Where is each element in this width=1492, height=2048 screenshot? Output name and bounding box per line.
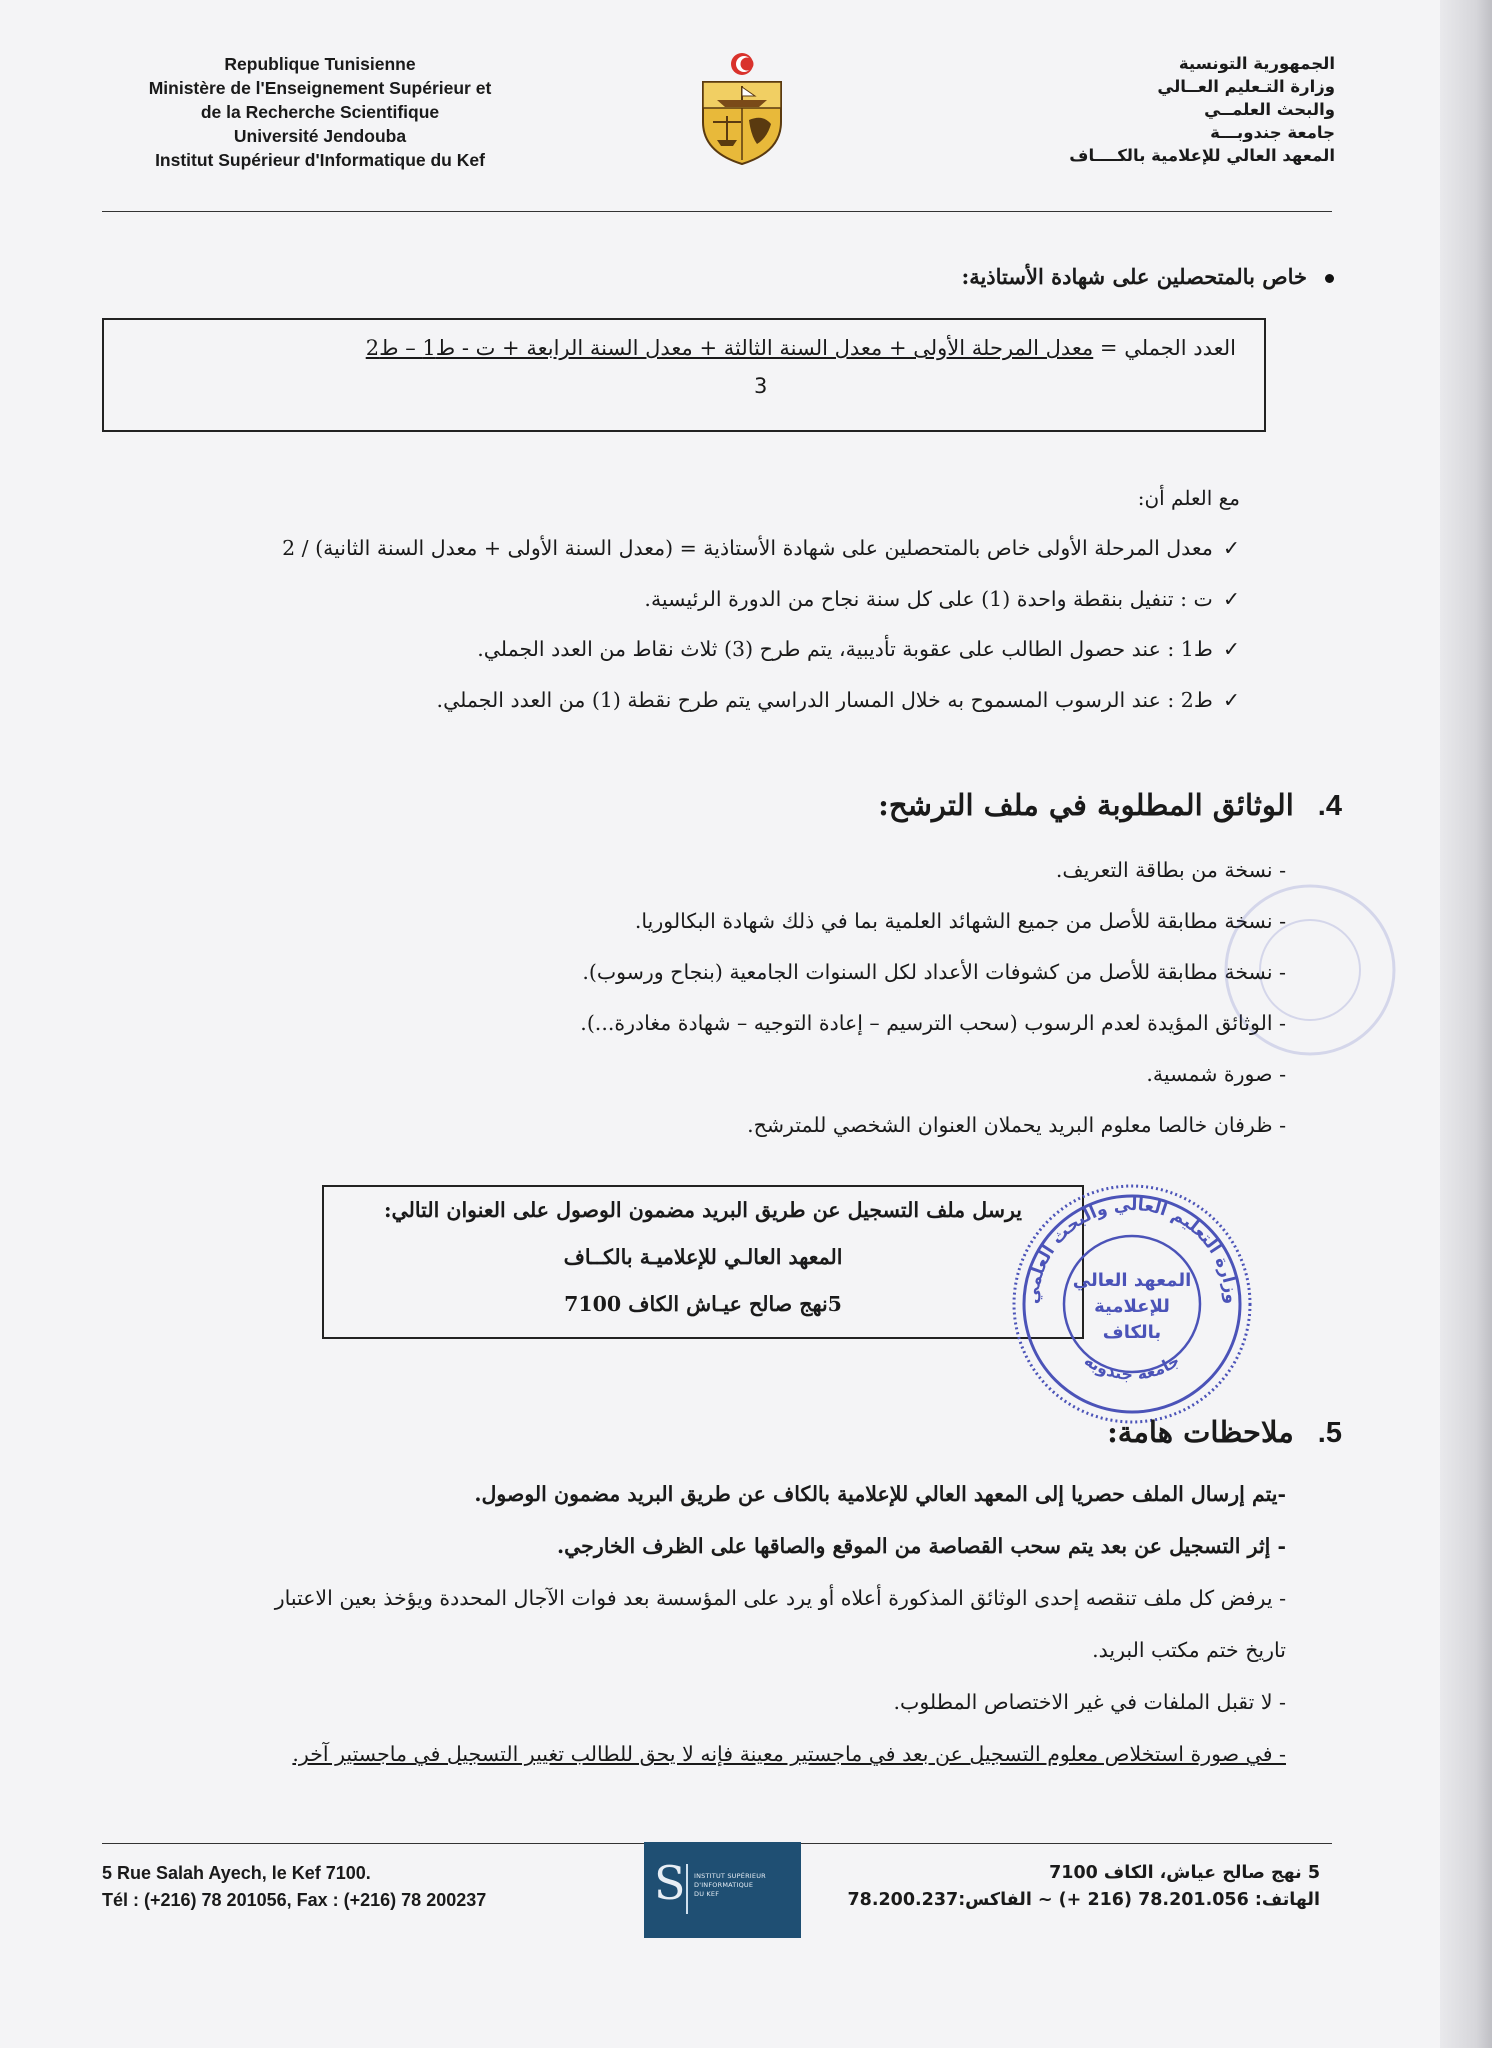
section4-heading bbox=[878, 788, 1342, 823]
address-box bbox=[322, 1185, 1084, 1339]
doc-item: - ظرفان خالصا معلوم البريد يحملان العنوان الشخصي للمترشح. bbox=[747, 1113, 1286, 1137]
header-ar-line: والبحث العلمــي bbox=[1204, 100, 1335, 119]
institute-logo bbox=[644, 1842, 801, 1938]
header-divider bbox=[102, 211, 1332, 212]
header-fr-line: Institut Supérieur d'Informatique du Kef bbox=[155, 150, 485, 170]
header-fr-line: Republique Tunisienne bbox=[224, 54, 416, 74]
note-text: ت : تنفيل بنقطة واحدة (1) على كل سنة نجاح من الدورة الرئيسية. bbox=[644, 587, 1213, 611]
section5-number: 5. bbox=[1317, 1417, 1342, 1449]
bullet-icon bbox=[1325, 274, 1334, 283]
stamp-bottom-text: جامعة جندوبة bbox=[1080, 1350, 1184, 1384]
header-fr-line: Université Jendouba bbox=[233, 126, 407, 146]
address-line: 5نهج صالح عيـاش الكاف 7100 bbox=[564, 1292, 842, 1316]
logo-letter: S bbox=[654, 1856, 686, 1910]
note-text: معدل المرحلة الأولى خاص بالمتحصلين على شهادة الأستاذية = (معدل السنة الأولى + معدل السنة الثانية) / 2 bbox=[282, 536, 1213, 560]
note-text: ط2 : عند الرسوب المسموح به خلال المسار الدراسي يتم طرح نقطة (1) من العدد الجملي. bbox=[436, 688, 1213, 712]
header-ar-line: المعهد العالي للإعلامية بالكــــاف bbox=[1069, 146, 1335, 165]
formula-label: العدد الجملي = bbox=[1093, 336, 1236, 360]
logo-text bbox=[694, 1872, 766, 1899]
note-item bbox=[240, 688, 1240, 712]
header-french bbox=[100, 52, 540, 172]
header-ar-line: جامعة جندوبـــة bbox=[1210, 123, 1335, 142]
important-note: - إثر التسجيل عن بعد يتم سحب القصاصة من الموقع والصاقها على الظرف الخارجي. bbox=[556, 1534, 1286, 1558]
important-note: - لا تقبل الملفات في غير الاختصاص المطلوب. bbox=[893, 1690, 1286, 1714]
important-note: - في صورة استخلاص معلوم التسجيل عن بعد في ماجستير معينة فإنه لا يحق للطالب تغيير التسجيل في ماجستير آخر. bbox=[292, 1742, 1286, 1766]
footer-address-ar bbox=[847, 1860, 1320, 1914]
note-item bbox=[240, 587, 1240, 611]
stamp-inner-line: بالكاف bbox=[1102, 1322, 1162, 1343]
svg-text:جامعة جندوبة bbox=[1081, 1351, 1183, 1384]
checkmark-icon: ✓ bbox=[1222, 536, 1240, 560]
notes-heading: مع العلم أن: bbox=[1137, 486, 1240, 510]
header-ar-line: الجمهورية التونسية bbox=[1178, 54, 1335, 73]
page-edge bbox=[1440, 0, 1492, 2048]
section4-number: 4. bbox=[1317, 790, 1342, 822]
footer-ar-line: 5 نهج صالح عياش، الكاف 7100 bbox=[1049, 1863, 1320, 1883]
section4-title: الوثائق المطلوبة في ملف الترشح: bbox=[878, 788, 1294, 822]
formula-box bbox=[102, 318, 1266, 432]
formula-denominator: 3 bbox=[754, 374, 768, 398]
note-item bbox=[240, 536, 1240, 560]
important-note: - يرفض كل ملف تنقصه إحدى الوثائق المذكورة أعلاه أو يرد على المؤسسة بعد فوات الآجال المحددة ويؤخذ بعين الاعتبار bbox=[274, 1586, 1286, 1610]
bullet-text: خاص بالمتحصلين على شهادة الأستاذية: bbox=[961, 264, 1307, 289]
note-text: ط1 : عند حصول الطالب على عقوبة تأديبية، يتم طرح (3) ثلاث نقاط من العدد الجملي. bbox=[477, 637, 1213, 661]
formula-numerator: معدل المرحلة الأولى + معدل السنة الثالثة + معدل السنة الرابعة + ت - ط1 – ط2 bbox=[365, 336, 1094, 360]
checkmark-icon: ✓ bbox=[1222, 587, 1240, 611]
address-line: المعهد العالـي للإعلاميـة بالكــاف bbox=[563, 1245, 843, 1269]
formula-line bbox=[366, 336, 1236, 360]
checkmark-icon: ✓ bbox=[1222, 688, 1240, 712]
stamp-outer-text: وزارة التعليم العالي والبحث العلمي bbox=[1022, 1194, 1242, 1305]
header-ar-line: وزارة التـعليم العــالي bbox=[1157, 77, 1335, 96]
stamp-inner-line: المعهد العالي bbox=[1072, 1270, 1192, 1291]
footer-fr-line: 5 Rue Salah Ayech, le Kef 7100. bbox=[102, 1863, 371, 1883]
doc-item: - صورة شمسية. bbox=[1146, 1062, 1286, 1086]
footer-address-fr bbox=[102, 1860, 486, 1914]
important-note: تاريخ ختم مكتب البريد. bbox=[1092, 1638, 1286, 1662]
important-note: -يتم إرسال الملف حصريا إلى المعهد العالي للإعلامية بالكاف عن طريق البريد مضمون الوصول. bbox=[474, 1482, 1286, 1506]
masters-bullet bbox=[434, 264, 1334, 289]
checkmark-icon: ✓ bbox=[1222, 637, 1240, 661]
doc-item: - نسخة مطابقة للأصل من جميع الشهائد العلمية بما في ذلك شهادة البكالوريا. bbox=[634, 909, 1286, 933]
header-arabic bbox=[895, 52, 1335, 167]
doc-item: - نسخة مطابقة للأصل من كشوفات الأعداد لكل السنوات الجامعية (بنجاح ورسوب). bbox=[582, 960, 1286, 984]
header-fr-line: de la Recherche Scientifique bbox=[200, 102, 440, 122]
logo-divider bbox=[686, 1864, 688, 1914]
header-fr-line: Ministère de l'Enseignement Supérieur et bbox=[148, 78, 492, 98]
footer-ar-line: الهاتف: 78.201.056 (216 +) ~ الفاكس:78.200.237 bbox=[847, 1890, 1320, 1910]
logo-text-line: DU KEF bbox=[694, 1890, 720, 1898]
official-stamp bbox=[1008, 1180, 1256, 1428]
section5-title: ملاحظات هامة: bbox=[1107, 1415, 1294, 1449]
stamp-inner-line: للإعلامية bbox=[1094, 1296, 1170, 1317]
note-item bbox=[240, 637, 1240, 661]
section5-heading bbox=[1107, 1415, 1342, 1450]
tunisia-emblem-icon bbox=[697, 50, 787, 166]
doc-item: - نسخة من بطاقة التعريف. bbox=[1055, 858, 1286, 882]
doc-item: - الوثائق المؤيدة لعدم الرسوب (سحب الترسيم – إعادة التوجيه – شهادة مغادرة...). bbox=[580, 1011, 1286, 1035]
logo-text-line: INSTITUT SUPÉRIEUR bbox=[694, 1872, 766, 1880]
footer-fr-line: Tél : (+216) 78 201056, Fax : (+216) 78 200237 bbox=[102, 1890, 487, 1910]
address-line: يرسل ملف التسجيل عن طريق البريد مضمون الوصول على العنوان التالي: bbox=[383, 1198, 1023, 1222]
logo-text-line: D'INFORMATIQUE bbox=[694, 1881, 754, 1889]
faint-stamp-bleed bbox=[1220, 880, 1400, 1060]
